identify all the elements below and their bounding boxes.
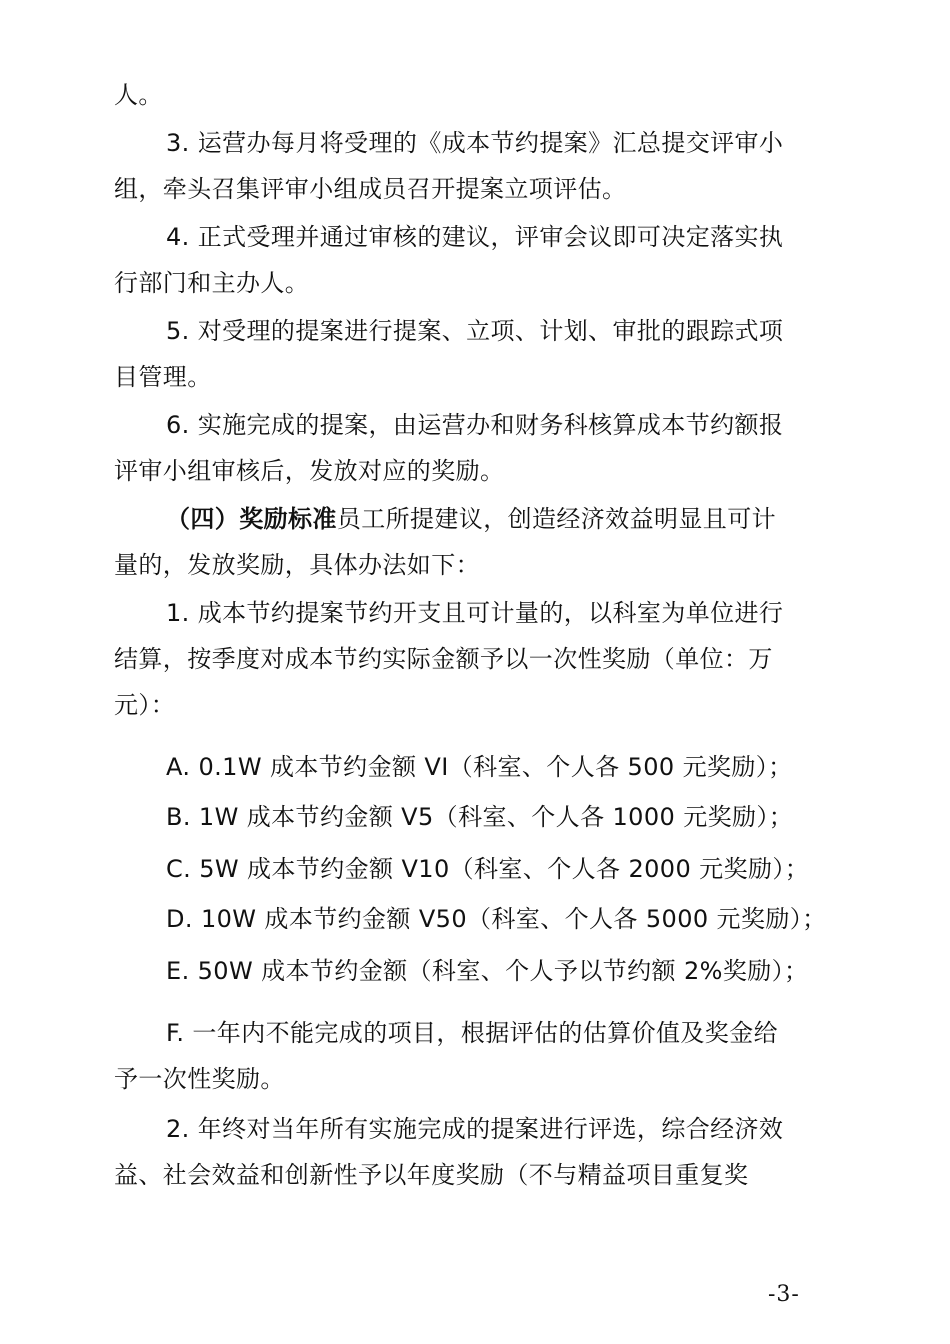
- paragraph-6: [114, 402, 824, 494]
- reward-item-d: D. 10W 成本节约金额 V50（科室、个人各 5000 元奖励）；: [166, 905, 827, 933]
- paragraph-line: 元）：: [114, 691, 176, 719]
- paragraph-continuation: [114, 72, 824, 118]
- paragraph-3: [114, 120, 824, 212]
- reward-item-c: C. 5W 成本节约金额 V10（科室、个人各 2000 元奖励）；: [166, 855, 810, 883]
- section-heading-line: [114, 496, 824, 542]
- paragraph-5: [114, 308, 824, 400]
- reward-item-a: A. 0.1W 成本节约金额 VI（科室、个人各 500 元奖励）；: [166, 753, 793, 781]
- paragraph-line: 6. 实施完成的提案，由运营办和财务科核算成本节约额报: [166, 411, 784, 439]
- paragraph-annual-review: [114, 1106, 824, 1198]
- paragraph-4: [114, 214, 824, 306]
- paragraph-line: 益、社会效益和创新性予以年度奖励（不与精益项目重复奖: [114, 1161, 749, 1189]
- page-number: -3-: [768, 1282, 800, 1307]
- reward-item-f: [114, 1010, 824, 1102]
- reward-standard-section: [114, 496, 824, 588]
- paragraph-line: 予一次性奖励。: [114, 1065, 285, 1093]
- paragraph-line: 5. 对受理的提案进行提案、立项、计划、审批的跟踪式项: [166, 317, 784, 345]
- paragraph-cost-saving: [114, 590, 824, 728]
- paragraph-line: 3. 运营办每月将受理的《成本节约提案》汇总提交评审小: [166, 129, 784, 157]
- paragraph-line: 1. 成本节约提案节约开支且可计量的，以科室为单位进行: [166, 599, 784, 627]
- paragraph-line: 量的，发放奖励，具体办法如下：: [114, 551, 480, 579]
- paragraph-line: F. 一年内不能完成的项目，根据评估的估算价值及奖金给: [166, 1019, 779, 1047]
- paragraph-line: 4. 正式受理并通过审核的建议，评审会议即可决定落实执: [166, 223, 784, 251]
- reward-item-e: E. 50W 成本节约金额（科室、个人予以节约额 2%奖励）；: [166, 957, 809, 985]
- paragraph-line: 目管理。: [114, 363, 212, 391]
- paragraph-line: 员工所提建议，创造经济效益明显且可计: [336, 505, 777, 533]
- reward-item-b: B. 1W 成本节约金额 V5（科室、个人各 1000 元奖励）；: [166, 803, 794, 831]
- paragraph-line: 评审小组审核后，发放对应的奖励。: [114, 457, 505, 485]
- section-heading: （四）奖励标准: [166, 505, 337, 533]
- paragraph-line: 组，牵头召集评审小组成员召开提案立项评估。: [114, 175, 627, 203]
- paragraph-line: 2. 年终对当年所有实施完成的提案进行评选，综合经济效: [166, 1115, 784, 1143]
- paragraph-line: 人。: [114, 81, 163, 109]
- paragraph-line: 行部门和主办人。: [114, 269, 310, 297]
- paragraph-line: 结算，按季度对成本节约实际金额予以一次性奖励（单位：万: [114, 645, 773, 673]
